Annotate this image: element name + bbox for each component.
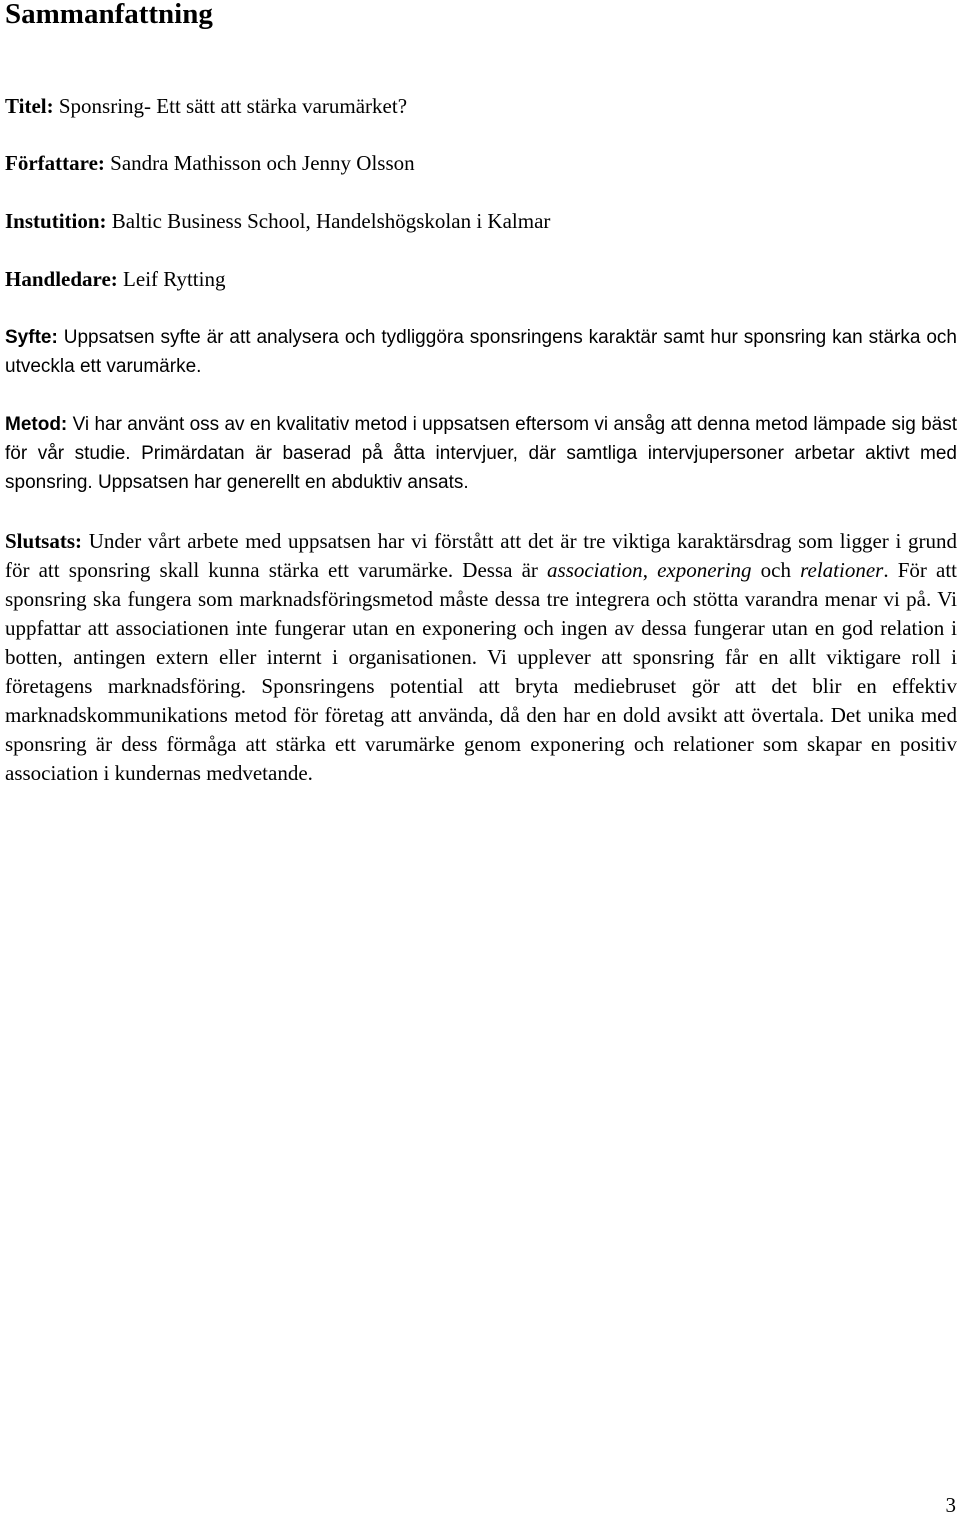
term-association: association xyxy=(547,558,643,582)
section-heading: Sammanfattning xyxy=(5,0,213,30)
conclusions-paragraph xyxy=(5,527,957,788)
institution-value: Baltic Business School, Handelshögskolan i Kalmar xyxy=(106,209,551,233)
title-label: Titel: xyxy=(5,94,54,118)
purpose-paragraph xyxy=(5,323,957,381)
authors-value: Sandra Mathisson och Jenny Olsson xyxy=(104,151,415,175)
method-label: Metod: xyxy=(5,414,68,435)
conclusions-sep-2: och xyxy=(751,558,801,582)
term-relationer: relationer xyxy=(800,558,884,582)
institution-label: Instutition: xyxy=(5,209,107,233)
purpose-text: Uppsatsen syfte är att analysera och tydliggöra sponsringens karaktär samt hur sponsring kan stärka och utveckla ett varumärke. xyxy=(5,327,957,377)
supervisor-value: Leif Rytting xyxy=(117,267,226,291)
title-value: Sponsring- Ett sätt att stärka varumärket? xyxy=(53,94,408,118)
conclusions-text-1: Under vårt arbete med uppsatsen har vi förstått att det är tre viktiga karaktärsdrag som ligger i grund för att sponsring skall kunna stärka ett varumärke. Dessa är xyxy=(5,529,957,582)
method-paragraph xyxy=(5,410,957,497)
method-text: Vi har använt oss av en kvalitativ metod i uppsatsen eftersom vi ansåg att denna metod lämpade sig bäst för vår studie. Primärdatan är baserad på åtta intervjuer, där samtliga intervjupersoner arbetar aktivt med sponsring. Uppsatsen har generellt en abduktiv ansats. xyxy=(5,414,957,493)
supervisor-label: Handledare: xyxy=(5,267,118,291)
supervisor-line xyxy=(5,265,225,294)
institution-line xyxy=(5,207,550,236)
page-number: 3 xyxy=(945,1493,956,1517)
conclusions-text-2: . För att sponsring ska fungera som marknadsföringsmetod måste dessa tre integrera och stötta varandra menar vi på. Vi uppfattar att associationen inte fungerar utan en exponering och ingen av dessa fungerar utan en god relation i botten, antingen extern eller internt i organisationen. Vi upplever att sponsring får en allt viktigare roll i företagens marknadsföring. Sponsringens potential att bryta mediebruset gör att det blir en effektiv marknadskommunikations metod för företag att använda, då den har en dold avsikt att övertala. Det unika med sponsring är dess förmåga att stärka ett varumärke genom exponering och relationer som skapar en positiv association i kundernas medvetande. xyxy=(5,558,958,785)
authors-line xyxy=(5,149,415,178)
conclusions-label: Slutsats: xyxy=(5,529,83,553)
authors-label: Författare: xyxy=(5,151,105,175)
term-exponering: exponering xyxy=(657,558,752,582)
conclusions-sep-1: , xyxy=(642,558,658,582)
title-line xyxy=(5,92,407,121)
purpose-label: Syfte: xyxy=(5,327,58,348)
